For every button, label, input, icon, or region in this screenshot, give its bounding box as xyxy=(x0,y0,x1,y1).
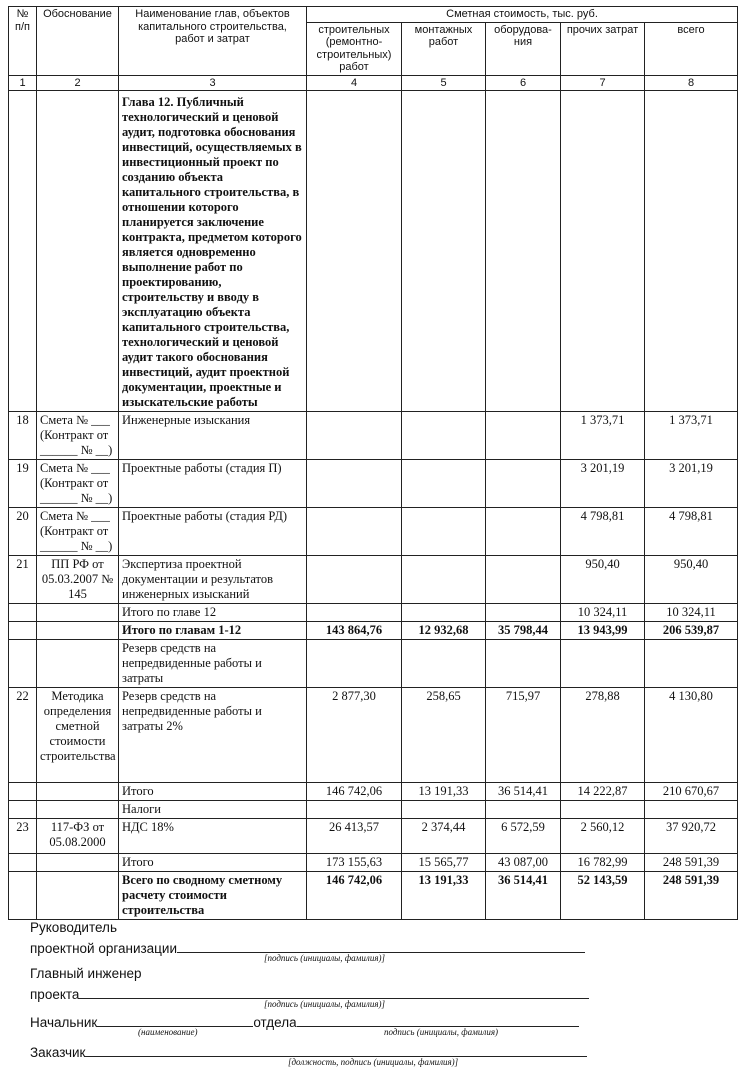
cell-installation xyxy=(402,412,486,460)
chief-title-line2: проекта xyxy=(30,987,80,1002)
col-number: 8 xyxy=(645,75,738,91)
col-header-equipment: оборудова-ния xyxy=(486,22,561,75)
cell-other: 52 143,59 xyxy=(561,872,645,920)
cell-other: 3 201,19 xyxy=(561,460,645,508)
col-number: 7 xyxy=(561,75,645,91)
cell-other: 16 782,99 xyxy=(561,854,645,872)
signature-line[interactable] xyxy=(177,938,585,953)
cell-construction xyxy=(307,508,402,556)
row-name: Итого по главе 12 xyxy=(119,604,307,622)
taxes-heading: Налоги xyxy=(119,801,307,819)
cell-equipment: 35 798,44 xyxy=(486,622,561,640)
row-name: НДС 18% xyxy=(119,819,307,854)
table-row xyxy=(9,412,738,460)
col-number: 4 xyxy=(307,75,402,91)
cell-installation: 2 374,44 xyxy=(402,819,486,854)
cell-other: 2 560,12 xyxy=(561,819,645,854)
cell-other: 14 222,87 xyxy=(561,783,645,801)
cell-total: 248 591,39 xyxy=(645,872,738,920)
table-row xyxy=(9,460,738,508)
head-title-line2: проектной организации xyxy=(30,941,177,956)
estimate-table xyxy=(8,6,738,920)
cell-other: 1 373,71 xyxy=(561,412,645,460)
row-name: Проектные работы (стадия РД) xyxy=(119,508,307,556)
row-name: Итого xyxy=(119,783,307,801)
signature-caption: [подпись (инициалы, фамилия)] xyxy=(264,999,385,1009)
cell-equipment: 36 514,41 xyxy=(486,872,561,920)
section-heading-row xyxy=(9,640,738,688)
cell-installation: 13 191,33 xyxy=(402,872,486,920)
dept-head-label: Начальник xyxy=(30,1015,98,1030)
cell-construction: 146 742,06 xyxy=(307,872,402,920)
cell-total: 37 920,72 xyxy=(645,819,738,854)
cell-construction: 2 877,30 xyxy=(307,688,402,783)
row-basis: ПП РФ от 05.03.2007 № 145 xyxy=(37,556,119,604)
col-number: 1 xyxy=(9,75,37,91)
row-name: Инженерные изыскания xyxy=(119,412,307,460)
row-name: Итого по главам 1-12 xyxy=(119,622,307,640)
cell-equipment xyxy=(486,508,561,556)
cell-total: 950,40 xyxy=(645,556,738,604)
cell-other: 278,88 xyxy=(561,688,645,783)
head-title-line1: Руководитель xyxy=(30,920,117,935)
chapters-total-row xyxy=(9,622,738,640)
table-row xyxy=(9,819,738,854)
cell-total: 206 539,87 xyxy=(645,622,738,640)
row-number: 20 xyxy=(9,508,37,556)
col-number: 5 xyxy=(402,75,486,91)
dept-label: отдела xyxy=(253,1015,297,1030)
cell-installation xyxy=(402,508,486,556)
cell-total: 4 798,81 xyxy=(645,508,738,556)
cell-construction: 146 742,06 xyxy=(307,783,402,801)
signature-block xyxy=(30,920,730,1067)
cell-installation: 258,65 xyxy=(402,688,486,783)
signature-caption: [должность, подпись (инициалы, фамилия)] xyxy=(288,1057,459,1067)
department-name-line[interactable] xyxy=(97,1012,253,1027)
row-basis: Смета № ___ (Контракт от ______ № __) xyxy=(37,508,119,556)
signature-caption: [подпись (инициалы, фамилия)] xyxy=(264,953,385,963)
row-name: Резерв средств на непредвиденные работы и затраты 2% xyxy=(119,688,307,783)
cell-other: 4 798,81 xyxy=(561,508,645,556)
column-number-row xyxy=(9,75,738,91)
cell-other: 10 324,11 xyxy=(561,604,645,622)
col-number: 2 xyxy=(37,75,119,91)
cell-construction xyxy=(307,412,402,460)
cell-installation: 12 932,68 xyxy=(402,622,486,640)
col-header-total: всего xyxy=(645,22,738,75)
col-number: 6 xyxy=(486,75,561,91)
cell-equipment xyxy=(486,412,561,460)
cell-equipment: 715,97 xyxy=(486,688,561,783)
cell-total: 248 591,39 xyxy=(645,854,738,872)
cell-installation xyxy=(402,460,486,508)
row-number: 23 xyxy=(9,819,37,854)
department-caption: (наименование) xyxy=(138,1027,198,1037)
signature-line[interactable] xyxy=(85,1042,587,1057)
cell-equipment xyxy=(486,556,561,604)
row-basis: Смета № ___ (Контракт от ______ № __) xyxy=(37,460,119,508)
cell-total: 4 130,80 xyxy=(645,688,738,783)
cell-equipment: 36 514,41 xyxy=(486,783,561,801)
cell-total: 10 324,11 xyxy=(645,604,738,622)
cell-total: 1 373,71 xyxy=(645,412,738,460)
estimate-document xyxy=(8,6,737,920)
cell-total: 3 201,19 xyxy=(645,460,738,508)
row-basis: 117-ФЗ от 05.08.2000 xyxy=(37,819,119,854)
table-row xyxy=(9,556,738,604)
cell-construction xyxy=(307,460,402,508)
cell-equipment xyxy=(486,460,561,508)
signature-line[interactable] xyxy=(297,1012,579,1027)
cell-construction: 173 155,63 xyxy=(307,854,402,872)
row-name: Итого xyxy=(119,854,307,872)
chapter-row xyxy=(9,91,738,412)
header-row xyxy=(9,7,738,23)
customer-label: Заказчик xyxy=(30,1045,86,1060)
chapter-title: Глава 12. Публичный технологический и ценовой аудит, подготовка обоснования инвестиций, осуществляемых в инвестиционный проект по созданию объекта капитального строительства, в отношении которого планируется заключение контракта, предметом которого является одновременно выполнение работ по проектированию, строительству и вводу в эксплуатацию объекта капитального строительства, технологический и ценовой аудит такого обоснования инвестиций, аудит проектной документации, проектные и изыскательские работы xyxy=(119,91,307,412)
cell-installation: 13 191,33 xyxy=(402,783,486,801)
row-name: Экспертиза проектной документации и результатов инженерных изысканий xyxy=(119,556,307,604)
row-number: 22 xyxy=(9,688,37,783)
table-row xyxy=(9,688,738,783)
col-header-construction: строительных (ремонтно-строительных) работ xyxy=(307,22,402,75)
cell-installation: 15 565,77 xyxy=(402,854,486,872)
row-number: 18 xyxy=(9,412,37,460)
grand-total-row xyxy=(9,872,738,920)
table-row xyxy=(9,508,738,556)
row-basis: Методика определения сметной стоимости строительства xyxy=(37,688,119,783)
cell-other: 950,40 xyxy=(561,556,645,604)
section-heading-row xyxy=(9,801,738,819)
col-header-other: прочих затрат xyxy=(561,22,645,75)
signature-line[interactable] xyxy=(79,984,589,999)
subtotal-row xyxy=(9,854,738,872)
cell-equipment: 43 087,00 xyxy=(486,854,561,872)
row-number: 19 xyxy=(9,460,37,508)
col-header-installation: монтажных работ xyxy=(402,22,486,75)
row-basis: Смета № ___ (Контракт от ______ № __) xyxy=(37,412,119,460)
row-number: 21 xyxy=(9,556,37,604)
col-header-basis: Обоснование xyxy=(37,7,119,76)
signature-caption: подпись (инициалы, фамилия) xyxy=(384,1027,498,1037)
col-header-name: Наименование глав, объектов капитального строительства, работ и затрат xyxy=(119,7,307,76)
row-name: Проектные работы (стадия П) xyxy=(119,460,307,508)
cell-installation xyxy=(402,556,486,604)
cell-construction xyxy=(307,556,402,604)
subtotal-row xyxy=(9,783,738,801)
col-header-cost-group: Сметная стоимость, тыс. руб. xyxy=(307,7,738,23)
row-name: Всего по сводному сметному расчету стоимости строительства xyxy=(119,872,307,920)
cell-construction: 143 864,76 xyxy=(307,622,402,640)
cell-total: 210 670,67 xyxy=(645,783,738,801)
chief-title-line1: Главный инженер xyxy=(30,966,142,981)
reserve-heading: Резерв средств на непредвиденные работы и затраты xyxy=(119,640,307,688)
col-header-num: № п/п xyxy=(9,7,37,76)
cell-equipment: 6 572,59 xyxy=(486,819,561,854)
cell-other: 13 943,99 xyxy=(561,622,645,640)
chapter-total-row xyxy=(9,604,738,622)
cell-construction: 26 413,57 xyxy=(307,819,402,854)
col-number: 3 xyxy=(119,75,307,91)
